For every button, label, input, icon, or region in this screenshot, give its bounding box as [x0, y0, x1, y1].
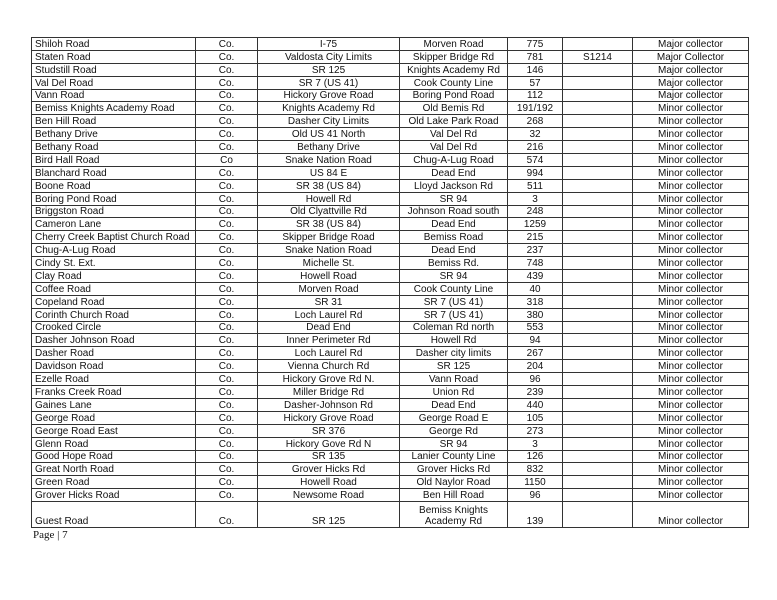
from-cell: Skipper Bridge Road	[258, 231, 400, 244]
route-number-cell: 248	[508, 205, 563, 218]
from-cell: Hickory Grove Road	[258, 411, 400, 424]
road-name-cell: Clay Road	[32, 270, 196, 283]
jurisdiction-cell: Co.	[196, 38, 258, 51]
route-number-cell: 57	[508, 76, 563, 89]
route-number-cell: 268	[508, 115, 563, 128]
route-number-cell: 215	[508, 231, 563, 244]
code-cell	[563, 166, 633, 179]
code-cell	[563, 334, 633, 347]
jurisdiction-cell: Co.	[196, 244, 258, 257]
from-cell: Snake Nation Road	[258, 244, 400, 257]
to-cell: Bemiss Road	[400, 231, 508, 244]
road-name-cell: Boring Pond Road	[32, 192, 196, 205]
classification-cell: Minor collector	[633, 205, 749, 218]
route-number-cell: 574	[508, 154, 563, 167]
jurisdiction-cell: Co.	[196, 115, 258, 128]
jurisdiction-cell: Co.	[196, 424, 258, 437]
to-cell: Vann Road	[400, 373, 508, 386]
classification-cell: Minor collector	[633, 244, 749, 257]
classification-cell: Minor collector	[633, 476, 749, 489]
code-cell	[563, 437, 633, 450]
route-number-cell: 96	[508, 489, 563, 502]
from-cell: SR 135	[258, 450, 400, 463]
table-row	[32, 141, 749, 154]
route-number-cell: 146	[508, 63, 563, 76]
classification-cell: Minor collector	[633, 321, 749, 334]
from-cell: Loch Laurel Rd	[258, 347, 400, 360]
table-row	[32, 463, 749, 476]
jurisdiction-cell: Co.	[196, 179, 258, 192]
road-name-cell: Cherry Creek Baptist Church Road	[32, 231, 196, 244]
route-number-cell: 748	[508, 257, 563, 270]
to-cell: Skipper Bridge Rd	[400, 50, 508, 63]
from-cell: Michelle St.	[258, 257, 400, 270]
from-cell: Hickory Grove Rd N.	[258, 373, 400, 386]
classification-cell: Minor collector	[633, 166, 749, 179]
from-cell: Dead End	[258, 321, 400, 334]
from-cell: Snake Nation Road	[258, 154, 400, 167]
code-cell: S1214	[563, 50, 633, 63]
from-cell: US 84 E	[258, 166, 400, 179]
classification-cell: Minor collector	[633, 179, 749, 192]
from-cell: Morven Road	[258, 282, 400, 295]
road-name-cell: Franks Creek Road	[32, 386, 196, 399]
classification-cell: Minor collector	[633, 308, 749, 321]
code-cell	[563, 463, 633, 476]
from-cell: Hickory Grove Road	[258, 89, 400, 102]
to-cell: Bemiss Knights Academy Rd	[400, 502, 508, 528]
from-cell: I-75	[258, 38, 400, 51]
to-cell: Chug-A-Lug Road	[400, 154, 508, 167]
route-number-cell: 32	[508, 128, 563, 141]
route-number-cell: 267	[508, 347, 563, 360]
code-cell	[563, 321, 633, 334]
route-number-cell: 775	[508, 38, 563, 51]
jurisdiction-cell: Co.	[196, 141, 258, 154]
classification-cell: Major collector	[633, 63, 749, 76]
classification-cell: Minor collector	[633, 347, 749, 360]
from-cell: SR 125	[258, 63, 400, 76]
to-cell: Lanier County Line	[400, 450, 508, 463]
to-cell: Boring Pond Road	[400, 89, 508, 102]
code-cell	[563, 282, 633, 295]
classification-cell: Minor collector	[633, 115, 749, 128]
route-number-cell: 126	[508, 450, 563, 463]
code-cell	[563, 63, 633, 76]
code-cell	[563, 398, 633, 411]
code-cell	[563, 38, 633, 51]
from-cell: Howell Rd	[258, 192, 400, 205]
road-name-cell: Crooked Circle	[32, 321, 196, 334]
route-number-cell: 832	[508, 463, 563, 476]
route-number-cell: 380	[508, 308, 563, 321]
table-body	[32, 38, 749, 528]
jurisdiction-cell: Co.	[196, 373, 258, 386]
road-name-cell: Val Del Road	[32, 76, 196, 89]
classification-cell: Minor collector	[633, 334, 749, 347]
classification-cell: Minor collector	[633, 282, 749, 295]
classification-cell: Minor collector	[633, 128, 749, 141]
from-cell: SR 38 (US 84)	[258, 179, 400, 192]
table-row	[32, 386, 749, 399]
road-name-cell: Guest Road	[32, 502, 196, 528]
table-row	[32, 270, 749, 283]
road-name-cell: Ezelle Road	[32, 373, 196, 386]
code-cell	[563, 89, 633, 102]
route-number-cell: 511	[508, 179, 563, 192]
from-cell: SR 38 (US 84)	[258, 218, 400, 231]
from-cell: Knights Academy Rd	[258, 102, 400, 115]
jurisdiction-cell: Co.	[196, 192, 258, 205]
jurisdiction-cell: Co.	[196, 89, 258, 102]
classification-cell: Minor collector	[633, 295, 749, 308]
jurisdiction-cell: Co.	[196, 218, 258, 231]
to-cell: Lloyd Jackson Rd	[400, 179, 508, 192]
code-cell	[563, 360, 633, 373]
jurisdiction-cell: Co.	[196, 476, 258, 489]
table-row	[32, 115, 749, 128]
to-cell: Old Naylor Road	[400, 476, 508, 489]
classification-cell: Major collector	[633, 76, 749, 89]
classification-cell: Minor collector	[633, 502, 749, 528]
code-cell	[563, 192, 633, 205]
route-number-cell: 237	[508, 244, 563, 257]
from-cell: Dasher City Limits	[258, 115, 400, 128]
from-cell: Old US 41 North	[258, 128, 400, 141]
to-cell: Old Bemis Rd	[400, 102, 508, 115]
to-cell: Dasher city limits	[400, 347, 508, 360]
to-cell: Johnson Road south	[400, 205, 508, 218]
route-number-cell: 239	[508, 386, 563, 399]
table-row	[32, 50, 749, 63]
code-cell	[563, 270, 633, 283]
table-row	[32, 257, 749, 270]
code-cell	[563, 476, 633, 489]
road-name-cell: Ben Hill Road	[32, 115, 196, 128]
road-name-cell: Briggston Road	[32, 205, 196, 218]
route-number-cell: 3	[508, 192, 563, 205]
jurisdiction-cell: Co.	[196, 360, 258, 373]
jurisdiction-cell: Co.	[196, 321, 258, 334]
to-cell: SR 94	[400, 192, 508, 205]
table-row	[32, 63, 749, 76]
from-cell: Loch Laurel Rd	[258, 308, 400, 321]
road-name-cell: Grover Hicks Road	[32, 489, 196, 502]
road-name-cell: Davidson Road	[32, 360, 196, 373]
from-cell: SR 125	[258, 502, 400, 528]
jurisdiction-cell: Co.	[196, 463, 258, 476]
from-cell: Howell Road	[258, 476, 400, 489]
jurisdiction-cell: Co.	[196, 50, 258, 63]
to-cell: Ben Hill Road	[400, 489, 508, 502]
road-name-cell: Corinth Church Road	[32, 308, 196, 321]
jurisdiction-cell: Co.	[196, 102, 258, 115]
code-cell	[563, 373, 633, 386]
jurisdiction-cell: Co.	[196, 76, 258, 89]
classification-cell: Minor collector	[633, 398, 749, 411]
to-cell: Morven Road	[400, 38, 508, 51]
table-row	[32, 321, 749, 334]
code-cell	[563, 257, 633, 270]
road-name-cell: Copeland Road	[32, 295, 196, 308]
road-name-cell: George Road East	[32, 424, 196, 437]
table-row	[32, 192, 749, 205]
classification-cell: Minor collector	[633, 192, 749, 205]
table-row	[32, 231, 749, 244]
jurisdiction-cell: Co.	[196, 411, 258, 424]
jurisdiction-cell: Co.	[196, 63, 258, 76]
table-row	[32, 166, 749, 179]
to-cell: Union Rd	[400, 386, 508, 399]
from-cell: SR 376	[258, 424, 400, 437]
from-cell: Inner Perimeter Rd	[258, 334, 400, 347]
road-name-cell: Bethany Road	[32, 141, 196, 154]
to-cell: Coleman Rd north	[400, 321, 508, 334]
to-cell: George Road E	[400, 411, 508, 424]
route-number-cell: 139	[508, 502, 563, 528]
road-name-cell: Chug-A-Lug Road	[32, 244, 196, 257]
from-cell: Miller Bridge Rd	[258, 386, 400, 399]
classification-cell: Minor collector	[633, 424, 749, 437]
classification-cell: Minor collector	[633, 154, 749, 167]
classification-cell: Major collector	[633, 89, 749, 102]
code-cell	[563, 115, 633, 128]
jurisdiction-cell: Co.	[196, 386, 258, 399]
table-row	[32, 38, 749, 51]
classification-cell: Minor collector	[633, 411, 749, 424]
road-name-cell: Gaines Lane	[32, 398, 196, 411]
code-cell	[563, 154, 633, 167]
to-cell: SR 7 (US 41)	[400, 295, 508, 308]
route-number-cell: 440	[508, 398, 563, 411]
road-name-cell: Boone Road	[32, 179, 196, 192]
code-cell	[563, 102, 633, 115]
jurisdiction-cell: Co.	[196, 308, 258, 321]
code-cell	[563, 308, 633, 321]
route-number-cell: 553	[508, 321, 563, 334]
jurisdiction-cell: Co.	[196, 334, 258, 347]
table-row	[32, 347, 749, 360]
table-row	[32, 295, 749, 308]
table-row	[32, 411, 749, 424]
route-number-cell: 439	[508, 270, 563, 283]
from-cell: Dasher-Johnson Rd	[258, 398, 400, 411]
code-cell	[563, 386, 633, 399]
road-name-cell: Bird Hall Road	[32, 154, 196, 167]
jurisdiction-cell: Co.	[196, 282, 258, 295]
road-name-cell: Bethany Drive	[32, 128, 196, 141]
from-cell: SR 31	[258, 295, 400, 308]
road-name-cell: Shiloh Road	[32, 38, 196, 51]
to-cell: SR 125	[400, 360, 508, 373]
code-cell	[563, 218, 633, 231]
to-cell: SR 7 (US 41)	[400, 308, 508, 321]
to-cell: Dead End	[400, 398, 508, 411]
route-number-cell: 40	[508, 282, 563, 295]
classification-cell: Minor collector	[633, 489, 749, 502]
page-number: Page | 7	[33, 529, 68, 541]
route-number-cell: 273	[508, 424, 563, 437]
road-name-cell: George Road	[32, 411, 196, 424]
code-cell	[563, 502, 633, 528]
route-number-cell: 781	[508, 50, 563, 63]
to-cell: Howell Rd	[400, 334, 508, 347]
from-cell: Grover Hicks Rd	[258, 463, 400, 476]
to-cell: SR 94	[400, 270, 508, 283]
to-cell: Val Del Rd	[400, 141, 508, 154]
table-row	[32, 218, 749, 231]
classification-cell: Major Collector	[633, 50, 749, 63]
road-name-cell: Dasher Johnson Road	[32, 334, 196, 347]
route-number-cell: 105	[508, 411, 563, 424]
to-cell: Cook County Line	[400, 76, 508, 89]
road-name-cell: Green Road	[32, 476, 196, 489]
table-row	[32, 373, 749, 386]
code-cell	[563, 244, 633, 257]
to-cell: Old Lake Park Road	[400, 115, 508, 128]
route-number-cell: 216	[508, 141, 563, 154]
classification-cell: Minor collector	[633, 218, 749, 231]
route-number-cell: 112	[508, 89, 563, 102]
table-row	[32, 154, 749, 167]
jurisdiction-cell: Co.	[196, 270, 258, 283]
road-name-cell: Vann Road	[32, 89, 196, 102]
code-cell	[563, 347, 633, 360]
road-name-cell: Good Hope Road	[32, 450, 196, 463]
table-row	[32, 308, 749, 321]
code-cell	[563, 76, 633, 89]
table-row	[32, 244, 749, 257]
classification-cell: Minor collector	[633, 360, 749, 373]
to-cell: Dead End	[400, 218, 508, 231]
from-cell: SR 7 (US 41)	[258, 76, 400, 89]
route-number-cell: 191/192	[508, 102, 563, 115]
route-number-cell: 318	[508, 295, 563, 308]
route-number-cell: 1259	[508, 218, 563, 231]
from-cell: Newsome Road	[258, 489, 400, 502]
jurisdiction-cell: Co.	[196, 166, 258, 179]
code-cell	[563, 231, 633, 244]
table-row	[32, 89, 749, 102]
code-cell	[563, 411, 633, 424]
from-cell: Bethany Drive	[258, 141, 400, 154]
table-row	[32, 128, 749, 141]
classification-cell: Minor collector	[633, 270, 749, 283]
table-row	[32, 282, 749, 295]
jurisdiction-cell: Co.	[196, 398, 258, 411]
table-row	[32, 334, 749, 347]
to-cell: Knights Academy Rd	[400, 63, 508, 76]
to-cell: George Rd	[400, 424, 508, 437]
jurisdiction-cell: Co.	[196, 205, 258, 218]
road-name-cell: Dasher Road	[32, 347, 196, 360]
route-number-cell: 994	[508, 166, 563, 179]
code-cell	[563, 179, 633, 192]
road-name-cell: Blanchard Road	[32, 166, 196, 179]
jurisdiction-cell: Co.	[196, 450, 258, 463]
table-row	[32, 398, 749, 411]
road-name-cell: Coffee Road	[32, 282, 196, 295]
to-cell: Grover Hicks Rd	[400, 463, 508, 476]
jurisdiction-cell: Co.	[196, 502, 258, 528]
classification-cell: Minor collector	[633, 257, 749, 270]
table-row	[32, 76, 749, 89]
table-row	[32, 424, 749, 437]
road-name-cell: Staten Road	[32, 50, 196, 63]
from-cell: Valdosta City Limits	[258, 50, 400, 63]
from-cell: Howell Road	[258, 270, 400, 283]
jurisdiction-cell: Co.	[196, 489, 258, 502]
from-cell: Old Clyattville Rd	[258, 205, 400, 218]
table-row	[32, 502, 749, 528]
route-number-cell: 96	[508, 373, 563, 386]
table-row	[32, 489, 749, 502]
jurisdiction-cell: Co	[196, 154, 258, 167]
classification-cell: Minor collector	[633, 463, 749, 476]
table-row	[32, 476, 749, 489]
jurisdiction-cell: Co.	[196, 128, 258, 141]
to-cell: Bemiss Rd.	[400, 257, 508, 270]
classification-cell: Minor collector	[633, 450, 749, 463]
classification-cell: Major collector	[633, 38, 749, 51]
jurisdiction-cell: Co.	[196, 347, 258, 360]
road-name-cell: Studstill Road	[32, 63, 196, 76]
from-cell: Hickory Gove Rd N	[258, 437, 400, 450]
jurisdiction-cell: Co.	[196, 295, 258, 308]
classification-cell: Minor collector	[633, 437, 749, 450]
road-name-cell: Cindy St. Ext.	[32, 257, 196, 270]
table-row	[32, 360, 749, 373]
road-classification-table	[31, 37, 749, 528]
code-cell	[563, 295, 633, 308]
code-cell	[563, 128, 633, 141]
road-name-cell: Great North Road	[32, 463, 196, 476]
jurisdiction-cell: Co.	[196, 437, 258, 450]
to-cell: Val Del Rd	[400, 128, 508, 141]
table-row	[32, 205, 749, 218]
to-cell: SR 94	[400, 437, 508, 450]
code-cell	[563, 424, 633, 437]
route-number-cell: 3	[508, 437, 563, 450]
to-cell: Dead End	[400, 244, 508, 257]
code-cell	[563, 450, 633, 463]
to-cell: Cook County Line	[400, 282, 508, 295]
table-row	[32, 450, 749, 463]
jurisdiction-cell: Co.	[196, 257, 258, 270]
classification-cell: Minor collector	[633, 373, 749, 386]
classification-cell: Minor collector	[633, 231, 749, 244]
road-name-cell: Cameron Lane	[32, 218, 196, 231]
classification-cell: Minor collector	[633, 102, 749, 115]
code-cell	[563, 141, 633, 154]
road-name-cell: Bemiss Knights Academy Road	[32, 102, 196, 115]
classification-cell: Minor collector	[633, 141, 749, 154]
table-row	[32, 102, 749, 115]
to-cell: Dead End	[400, 166, 508, 179]
table-row	[32, 179, 749, 192]
route-number-cell: 1150	[508, 476, 563, 489]
from-cell: Vienna Church Rd	[258, 360, 400, 373]
route-number-cell: 94	[508, 334, 563, 347]
road-name-cell: Glenn Road	[32, 437, 196, 450]
route-number-cell: 204	[508, 360, 563, 373]
code-cell	[563, 205, 633, 218]
code-cell	[563, 489, 633, 502]
table-row	[32, 437, 749, 450]
classification-cell: Minor collector	[633, 386, 749, 399]
jurisdiction-cell: Co.	[196, 231, 258, 244]
